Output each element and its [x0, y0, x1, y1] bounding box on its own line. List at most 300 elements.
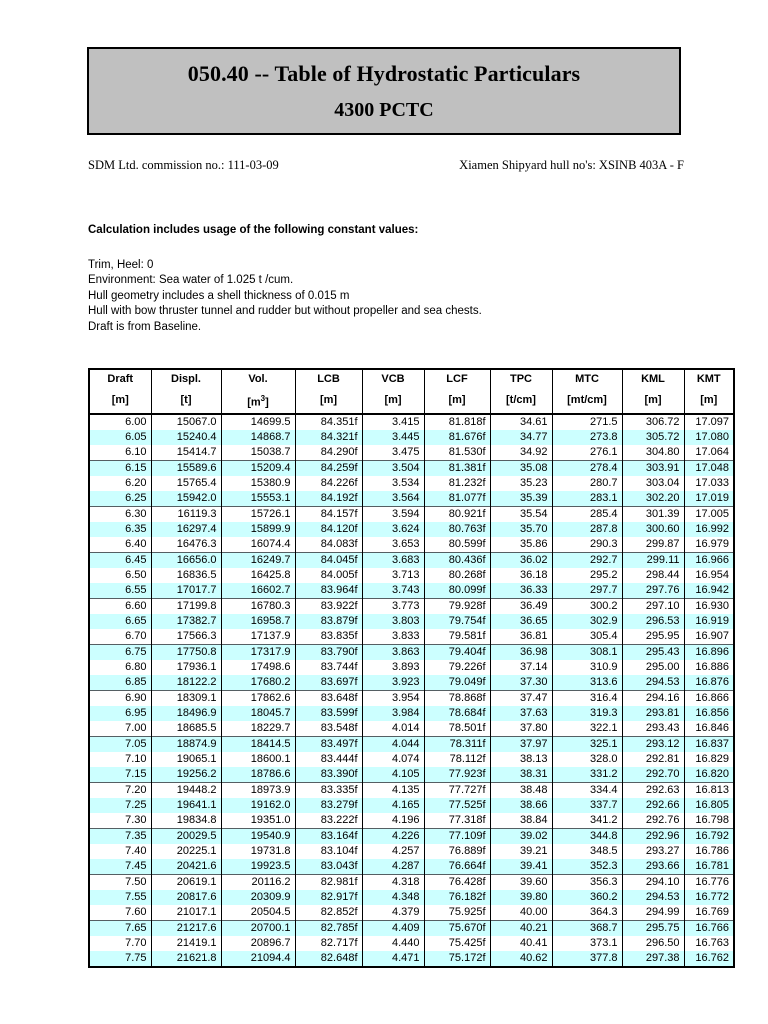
cell-lcb: 83.744f — [295, 660, 362, 675]
cell-kml: 295.00 — [622, 660, 684, 675]
cell-vol: 19923.5 — [221, 859, 295, 875]
cell-lcf: 77.109f — [424, 828, 490, 844]
cell-lcb: 83.964f — [295, 583, 362, 599]
cell-lcb: 83.497f — [295, 736, 362, 752]
cell-vol: 15726.1 — [221, 506, 295, 522]
cell-mtc: 273.8 — [552, 430, 622, 445]
cell-lcb: 83.922f — [295, 598, 362, 614]
cell-tpc: 37.47 — [490, 690, 552, 706]
cell-lcf: 76.664f — [424, 859, 490, 875]
cell-mtc: 344.8 — [552, 828, 622, 844]
cell-displ: 19448.2 — [151, 782, 221, 798]
cell-kmt: 16.942 — [684, 583, 734, 599]
cell-kmt: 17.097 — [684, 414, 734, 430]
cell-mtc: 373.1 — [552, 936, 622, 951]
vol-unit-superscript: 3 — [260, 394, 266, 403]
cell-mtc: 297.7 — [552, 583, 622, 599]
cell-kmt: 17.033 — [684, 476, 734, 491]
constants-section — [88, 223, 688, 335]
cell-displ: 20225.1 — [151, 844, 221, 859]
cell-lcf: 76.182f — [424, 890, 490, 905]
cell-vol: 16425.8 — [221, 568, 295, 583]
cell-lcb: 84.120f — [295, 522, 362, 537]
cell-tpc: 34.61 — [490, 414, 552, 430]
table-row — [89, 752, 734, 767]
table-header-row-names — [89, 369, 734, 389]
cell-mtc: 276.1 — [552, 445, 622, 461]
cell-draft: 6.00 — [89, 414, 151, 430]
cell-tpc: 37.97 — [490, 736, 552, 752]
cell-vol: 21094.4 — [221, 951, 295, 967]
cell-lcf: 78.311f — [424, 736, 490, 752]
cell-draft: 6.05 — [89, 430, 151, 445]
col-unit-vcb: [m] — [362, 389, 424, 414]
cell-mtc: 271.5 — [552, 414, 622, 430]
cell-vcb: 4.135 — [362, 782, 424, 798]
cell-tpc: 36.81 — [490, 629, 552, 645]
cell-vcb: 3.923 — [362, 675, 424, 691]
cell-mtc: 278.4 — [552, 460, 622, 476]
cell-tpc: 34.92 — [490, 445, 552, 461]
cell-vol: 16249.7 — [221, 552, 295, 568]
cell-tpc: 38.48 — [490, 782, 552, 798]
cell-kml: 292.66 — [622, 798, 684, 813]
cell-tpc: 36.33 — [490, 583, 552, 599]
cell-vcb: 3.773 — [362, 598, 424, 614]
cell-lcb: 83.835f — [295, 629, 362, 645]
cell-displ: 19641.1 — [151, 798, 221, 813]
cell-vol: 20309.9 — [221, 890, 295, 905]
cell-lcb: 83.104f — [295, 844, 362, 859]
cell-vol: 15380.9 — [221, 476, 295, 491]
cell-vcb: 3.564 — [362, 491, 424, 507]
constants-heading: Calculation includes usage of the following constant values: — [88, 224, 419, 236]
cell-kmt: 16.762 — [684, 951, 734, 967]
cell-mtc: 295.2 — [552, 568, 622, 583]
table-row — [89, 460, 734, 476]
cell-vcb: 4.226 — [362, 828, 424, 844]
cell-tpc: 38.13 — [490, 752, 552, 767]
cell-vol: 18973.9 — [221, 782, 295, 798]
constant-line: Draft is from Baseline. — [88, 320, 202, 333]
col-unit-vol — [221, 389, 295, 414]
cell-kmt: 16.786 — [684, 844, 734, 859]
cell-tpc: 38.31 — [490, 767, 552, 783]
cell-kml: 299.11 — [622, 552, 684, 568]
cell-vol: 20896.7 — [221, 936, 295, 951]
cell-tpc: 36.49 — [490, 598, 552, 614]
cell-draft: 6.90 — [89, 690, 151, 706]
cell-kml: 301.39 — [622, 506, 684, 522]
cell-vol: 17498.6 — [221, 660, 295, 675]
cell-vcb: 3.863 — [362, 644, 424, 660]
cell-displ: 15240.4 — [151, 430, 221, 445]
cell-vol: 16958.7 — [221, 614, 295, 629]
cell-vol: 20116.2 — [221, 874, 295, 890]
cell-draft: 6.50 — [89, 568, 151, 583]
table-row — [89, 414, 734, 430]
cell-draft: 7.50 — [89, 874, 151, 890]
cell-lcf: 77.525f — [424, 798, 490, 813]
cell-lcf: 80.921f — [424, 506, 490, 522]
cell-lcf: 81.381f — [424, 460, 490, 476]
col-header-displ: Displ. — [151, 369, 221, 389]
cell-displ: 17936.1 — [151, 660, 221, 675]
cell-mtc: 325.1 — [552, 736, 622, 752]
cell-vcb: 4.287 — [362, 859, 424, 875]
cell-kml: 295.43 — [622, 644, 684, 660]
cell-lcb: 82.852f — [295, 905, 362, 921]
cell-draft: 6.85 — [89, 675, 151, 691]
cell-vcb: 4.440 — [362, 936, 424, 951]
cell-kml: 294.16 — [622, 690, 684, 706]
cell-lcf: 81.818f — [424, 414, 490, 430]
cell-kmt: 17.048 — [684, 460, 734, 476]
cell-kml: 294.53 — [622, 675, 684, 691]
cell-vcb: 4.165 — [362, 798, 424, 813]
cell-displ: 15414.7 — [151, 445, 221, 461]
cell-lcf: 80.599f — [424, 537, 490, 553]
table-row — [89, 874, 734, 890]
cell-vol: 18600.1 — [221, 752, 295, 767]
document-meta — [88, 158, 684, 173]
cell-kmt: 16.763 — [684, 936, 734, 951]
cell-vol: 19540.9 — [221, 828, 295, 844]
cell-vcb: 3.445 — [362, 430, 424, 445]
cell-vcb: 3.683 — [362, 552, 424, 568]
cell-lcb: 84.226f — [295, 476, 362, 491]
cell-tpc: 36.02 — [490, 552, 552, 568]
cell-displ: 21419.1 — [151, 936, 221, 951]
cell-vcb: 3.893 — [362, 660, 424, 675]
cell-lcb: 84.045f — [295, 552, 362, 568]
cell-displ: 15765.4 — [151, 476, 221, 491]
col-unit-kmt: [m] — [684, 389, 734, 414]
cell-displ: 20421.6 — [151, 859, 221, 875]
cell-kml: 292.63 — [622, 782, 684, 798]
cell-draft: 6.15 — [89, 460, 151, 476]
cell-tpc: 37.30 — [490, 675, 552, 691]
cell-displ: 16656.0 — [151, 552, 221, 568]
cell-kml: 306.72 — [622, 414, 684, 430]
cell-lcb: 82.785f — [295, 920, 362, 936]
cell-displ: 18874.9 — [151, 736, 221, 752]
cell-displ: 20029.5 — [151, 828, 221, 844]
table-row — [89, 844, 734, 859]
cell-lcb: 83.043f — [295, 859, 362, 875]
table-row — [89, 951, 734, 967]
cell-tpc: 35.86 — [490, 537, 552, 553]
cell-lcf: 79.404f — [424, 644, 490, 660]
col-unit-lcf: [m] — [424, 389, 490, 414]
cell-lcb: 83.697f — [295, 675, 362, 691]
cell-lcb: 83.648f — [295, 690, 362, 706]
cell-draft: 7.40 — [89, 844, 151, 859]
cell-kmt: 16.992 — [684, 522, 734, 537]
cell-lcf: 76.889f — [424, 844, 490, 859]
table-row — [89, 552, 734, 568]
cell-displ: 18496.9 — [151, 706, 221, 721]
cell-kml: 293.81 — [622, 706, 684, 721]
cell-vcb: 3.475 — [362, 445, 424, 461]
cell-lcb: 84.192f — [295, 491, 362, 507]
cell-kmt: 16.866 — [684, 690, 734, 706]
cell-tpc: 39.02 — [490, 828, 552, 844]
cell-vol: 18045.7 — [221, 706, 295, 721]
cell-draft: 7.10 — [89, 752, 151, 767]
cell-draft: 6.20 — [89, 476, 151, 491]
cell-lcf: 81.077f — [424, 491, 490, 507]
cell-mtc: 305.4 — [552, 629, 622, 645]
cell-vol: 19731.8 — [221, 844, 295, 859]
cell-tpc: 39.41 — [490, 859, 552, 875]
cell-draft: 7.45 — [89, 859, 151, 875]
cell-kmt: 16.813 — [684, 782, 734, 798]
cell-kmt: 17.019 — [684, 491, 734, 507]
cell-kmt: 16.772 — [684, 890, 734, 905]
cell-kmt: 16.907 — [684, 629, 734, 645]
cell-vol: 16602.7 — [221, 583, 295, 599]
table-row — [89, 430, 734, 445]
cell-vol: 16074.4 — [221, 537, 295, 553]
cell-displ: 16297.4 — [151, 522, 221, 537]
cell-lcb: 84.157f — [295, 506, 362, 522]
cell-mtc: 352.3 — [552, 859, 622, 875]
cell-kml: 296.53 — [622, 614, 684, 629]
cell-draft: 7.25 — [89, 798, 151, 813]
cell-tpc: 37.14 — [490, 660, 552, 675]
table-row — [89, 506, 734, 522]
cell-kml: 303.91 — [622, 460, 684, 476]
cell-draft: 7.55 — [89, 890, 151, 905]
cell-lcf: 81.232f — [424, 476, 490, 491]
cell-lcf: 78.501f — [424, 721, 490, 737]
cell-displ: 21217.6 — [151, 920, 221, 936]
cell-lcf: 75.925f — [424, 905, 490, 921]
vol-unit-base: [m — [247, 396, 261, 409]
cell-kml: 303.04 — [622, 476, 684, 491]
cell-lcf: 79.226f — [424, 660, 490, 675]
cell-lcb: 83.599f — [295, 706, 362, 721]
col-header-draft: Draft — [89, 369, 151, 389]
cell-kmt: 16.769 — [684, 905, 734, 921]
cell-kmt: 16.766 — [684, 920, 734, 936]
cell-displ: 20619.1 — [151, 874, 221, 890]
cell-draft: 7.30 — [89, 813, 151, 829]
cell-vol: 14699.5 — [221, 414, 295, 430]
cell-tpc: 40.41 — [490, 936, 552, 951]
cell-kml: 298.44 — [622, 568, 684, 583]
cell-vcb: 4.379 — [362, 905, 424, 921]
cell-draft: 6.95 — [89, 706, 151, 721]
cell-vol: 19351.0 — [221, 813, 295, 829]
table-row — [89, 690, 734, 706]
cell-mtc: 337.7 — [552, 798, 622, 813]
cell-draft: 7.15 — [89, 767, 151, 783]
cell-kmt: 16.846 — [684, 721, 734, 737]
col-header-vol: Vol. — [221, 369, 295, 389]
cell-kmt: 16.930 — [684, 598, 734, 614]
cell-mtc: 356.3 — [552, 874, 622, 890]
cell-kmt: 16.805 — [684, 798, 734, 813]
col-unit-lcb: [m] — [295, 389, 362, 414]
cell-vol: 20504.5 — [221, 905, 295, 921]
cell-lcf: 80.099f — [424, 583, 490, 599]
cell-tpc: 39.21 — [490, 844, 552, 859]
table-row — [89, 614, 734, 629]
cell-lcb: 83.548f — [295, 721, 362, 737]
cell-kml: 294.10 — [622, 874, 684, 890]
cell-mtc: 360.2 — [552, 890, 622, 905]
table-row — [89, 782, 734, 798]
cell-vcb: 3.713 — [362, 568, 424, 583]
cell-displ: 20817.6 — [151, 890, 221, 905]
cell-lcf: 79.928f — [424, 598, 490, 614]
table-row — [89, 721, 734, 737]
cell-tpc: 38.66 — [490, 798, 552, 813]
cell-kmt: 17.064 — [684, 445, 734, 461]
cell-vcb: 3.624 — [362, 522, 424, 537]
cell-draft: 7.00 — [89, 721, 151, 737]
cell-displ: 17199.8 — [151, 598, 221, 614]
cell-kmt: 16.979 — [684, 537, 734, 553]
cell-kmt: 16.820 — [684, 767, 734, 783]
cell-tpc: 39.60 — [490, 874, 552, 890]
table-row — [89, 736, 734, 752]
cell-lcb: 82.648f — [295, 951, 362, 967]
cell-lcb: 83.222f — [295, 813, 362, 829]
cell-kmt: 17.005 — [684, 506, 734, 522]
table-header — [89, 369, 734, 414]
cell-displ: 18122.2 — [151, 675, 221, 691]
cell-vcb: 4.105 — [362, 767, 424, 783]
cell-vcb: 4.257 — [362, 844, 424, 859]
cell-vcb: 3.504 — [362, 460, 424, 476]
cell-mtc: 334.4 — [552, 782, 622, 798]
cell-kml: 302.20 — [622, 491, 684, 507]
cell-kml: 304.80 — [622, 445, 684, 461]
cell-vcb: 4.044 — [362, 736, 424, 752]
document-title: 050.40 -- Table of Hydrostatic Particulars — [187, 60, 581, 86]
cell-draft: 7.75 — [89, 951, 151, 967]
cell-lcf: 80.763f — [424, 522, 490, 537]
table-row — [89, 644, 734, 660]
table-row — [89, 936, 734, 951]
table-row — [89, 629, 734, 645]
cell-kmt: 16.896 — [684, 644, 734, 660]
cell-lcb: 82.717f — [295, 936, 362, 951]
cell-vol: 15209.4 — [221, 460, 295, 476]
cell-draft: 6.30 — [89, 506, 151, 522]
cell-mtc: 328.0 — [552, 752, 622, 767]
cell-mtc: 348.5 — [552, 844, 622, 859]
cell-tpc: 35.39 — [490, 491, 552, 507]
cell-kml: 292.76 — [622, 813, 684, 829]
cell-tpc: 39.80 — [490, 890, 552, 905]
table-row — [89, 583, 734, 599]
cell-draft: 6.60 — [89, 598, 151, 614]
cell-lcb: 83.335f — [295, 782, 362, 798]
vol-unit-close: ] — [265, 396, 269, 409]
cell-tpc: 40.62 — [490, 951, 552, 967]
cell-lcb: 83.879f — [295, 614, 362, 629]
cell-draft: 7.35 — [89, 828, 151, 844]
cell-tpc: 40.21 — [490, 920, 552, 936]
cell-lcb: 83.790f — [295, 644, 362, 660]
cell-lcf: 81.530f — [424, 445, 490, 461]
cell-mtc: 292.7 — [552, 552, 622, 568]
cell-kml: 297.38 — [622, 951, 684, 967]
table-row — [89, 675, 734, 691]
cell-kml: 293.43 — [622, 721, 684, 737]
table-row — [89, 568, 734, 583]
cell-lcb: 83.390f — [295, 767, 362, 783]
cell-lcb: 84.083f — [295, 537, 362, 553]
constant-line: Trim, Heel: 0 — [88, 258, 154, 271]
constant-line: Hull with bow thruster tunnel and rudder but without propeller and sea chests. — [88, 305, 482, 317]
cell-mtc: 302.9 — [552, 614, 622, 629]
cell-kmt: 16.792 — [684, 828, 734, 844]
table-body — [89, 414, 734, 967]
cell-lcb: 84.290f — [295, 445, 362, 461]
cell-vcb: 4.318 — [362, 874, 424, 890]
cell-lcf: 76.428f — [424, 874, 490, 890]
table-row — [89, 598, 734, 614]
cell-vcb: 3.954 — [362, 690, 424, 706]
cell-kml: 293.27 — [622, 844, 684, 859]
cell-vcb: 3.653 — [362, 537, 424, 553]
cell-mtc: 300.2 — [552, 598, 622, 614]
cell-kmt: 16.886 — [684, 660, 734, 675]
cell-vol: 17680.2 — [221, 675, 295, 691]
cell-kml: 296.50 — [622, 936, 684, 951]
table-row — [89, 813, 734, 829]
col-unit-displ: [t] — [151, 389, 221, 414]
cell-displ: 19834.8 — [151, 813, 221, 829]
cell-displ: 19065.1 — [151, 752, 221, 767]
table-row — [89, 537, 734, 553]
cell-tpc: 35.08 — [490, 460, 552, 476]
cell-mtc: 287.8 — [552, 522, 622, 537]
cell-kml: 292.96 — [622, 828, 684, 844]
cell-displ: 17382.7 — [151, 614, 221, 629]
cell-draft: 7.20 — [89, 782, 151, 798]
cell-mtc: 290.3 — [552, 537, 622, 553]
cell-lcb: 82.981f — [295, 874, 362, 890]
cell-tpc: 35.70 — [490, 522, 552, 537]
cell-kmt: 16.954 — [684, 568, 734, 583]
cell-mtc: 368.7 — [552, 920, 622, 936]
col-header-mtc: MTC — [552, 369, 622, 389]
cell-tpc: 40.00 — [490, 905, 552, 921]
table-row — [89, 476, 734, 491]
cell-lcf: 78.684f — [424, 706, 490, 721]
cell-kmt: 16.829 — [684, 752, 734, 767]
document-subtitle: 4300 PCTC — [334, 98, 434, 121]
cell-tpc: 36.65 — [490, 614, 552, 629]
cell-vcb: 4.471 — [362, 951, 424, 967]
cell-vol: 15038.7 — [221, 445, 295, 461]
cell-mtc: 331.2 — [552, 767, 622, 783]
table-header-row-units — [89, 389, 734, 414]
hull-numbers: Xiamen Shipyard hull no's: XSINB 403A - F — [459, 158, 684, 172]
cell-kmt: 17.080 — [684, 430, 734, 445]
table-row — [89, 798, 734, 813]
cell-mtc: 364.3 — [552, 905, 622, 921]
cell-draft: 6.80 — [89, 660, 151, 675]
cell-displ: 15589.6 — [151, 460, 221, 476]
cell-displ: 16836.5 — [151, 568, 221, 583]
